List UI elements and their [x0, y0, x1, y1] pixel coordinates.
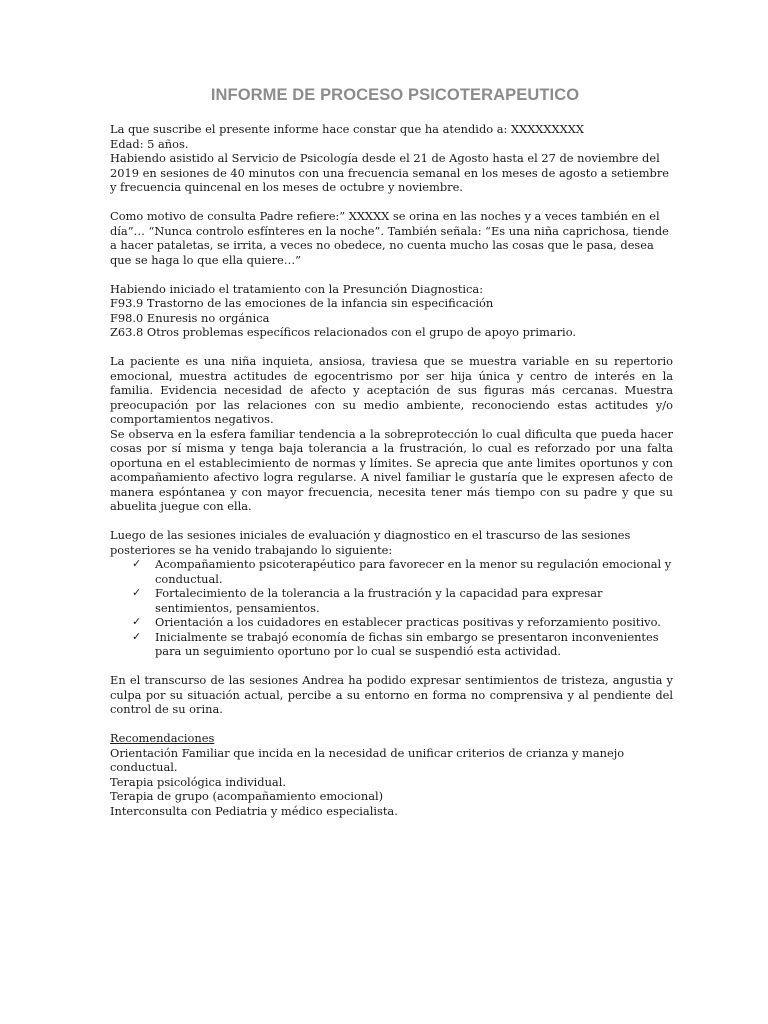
diagnosis-intro: Habiendo iniciado el tratamiento con la Presunción Diagnostica: — [110, 281, 484, 296]
conclusion-paragraph: En el transcurso de las sesiones Andrea ha podido expresar sentimientos de tristeza, angustia y culpa por su situación actual, percibe a su entorno en forma no comprensiva y al pendiente del control de su orina. — [110, 673, 673, 716]
checklist-item-text: Orientación a los cuidadores en establecer practicas positivas y reforzamiento positivo. — [155, 615, 661, 629]
check-icon: ✓ — [132, 629, 142, 643]
observation-paragraph: La paciente es una niña inquieta, ansiosa, traviesa que se muestra variable en su repertorio emocional, muestra actitudes de egocentrismo por ser hija única y centro de interés en la familia. Evidencia necesidad de afecto y aceptación de sus figuras más cercanas. Muestra preocupación por las relaciones con su medio ambiente, reconociendo estas actitudes y/o comportamientos negativos. — [110, 354, 673, 426]
checklist-item-text: Acompañamiento psicoterapéutico para favorecer en la menor su regulación emocional y conductual. — [155, 557, 672, 586]
recommendation-item: Orientación Familiar que incida en la necesidad de unificar criterios de crianza y manejo conductual. — [110, 745, 625, 774]
checklist-item — [132, 586, 673, 615]
checklist-item-text: Inicialmente se trabajó economía de fichas sin embargo se presentaron inconvenientes para un seguimiento oportuno por lo cual se suspendió esta actividad. — [155, 629, 659, 658]
attendance-paragraph: Habiendo asistido al Servicio de Psicología desde el 21 de Agosto hasta el 27 de noviembre del 2019 en sesiones de 40 minutos con una frecuencia semanal en los meses de agosto a setiembre y frecuencia quincenal en los meses de octubre y noviembre. — [110, 151, 670, 194]
document-body — [110, 122, 673, 818]
sessions-intro: Luego de las sesiones iniciales de evaluación y diagnostico en el trascurso de las sesiones posteriores se ha venido trabajando lo siguiente: — [110, 528, 631, 557]
checklist-item — [132, 630, 673, 659]
recommendation-item: Interconsulta con Pediatria y médico especialista. — [110, 803, 398, 818]
check-icon: ✓ — [132, 557, 142, 570]
checklist-item — [132, 615, 673, 630]
diagnosis-item: Z63.8 Otros problemas específicos relacionados con el grupo de apoyo primario. — [110, 325, 576, 339]
age-line: Edad: 5 años. — [110, 136, 189, 151]
family-observation-paragraph: Se observa en la esfera familiar tendencia a la sobreprotección lo cual dificulta que pueda hacer cosas por sí misma y tenga baja tolerancia a la frustración, lo cual es reforzado por una falta oportuna en el establecimiento de normas y límites. Se aprecia que ante limites oportunos y con acompañamiento afectivo logra regularse. A nivel familiar le gustaría que le expresen afecto de manera espóntanea y con mayor frecuencia, necesita tener más tiempo con su padre y que su abuelita juegue con ella. — [110, 426, 673, 513]
intro-line: La que suscribe el presente informe hace constar que ha atendido a: XXXXXXXXX — [110, 122, 584, 136]
diagnosis-item: F98.0 Enuresis no orgánica — [110, 310, 270, 325]
check-icon: ✓ — [132, 586, 142, 599]
diagnosis-item: F93.9 Trastorno de las emociones de la infancia sin especificación — [110, 296, 494, 310]
checklist-item-text: Fortalecimiento de la tolerancia a la frustración y la capacidad para expresar sentimientos, pensamientos. — [155, 586, 603, 615]
check-icon: ✓ — [132, 615, 142, 628]
sessions-checklist — [110, 557, 673, 659]
recommendations-heading: Recomendaciones — [110, 731, 215, 745]
checklist-item — [132, 557, 673, 586]
consultation-reason: Como motivo de consulta Padre refiere:” XXXXX se orina en las noches y a veces también en el día”… “Nunca controlo esfínteres en la noche”. También señala: “Es una niña caprichosa, tiende a hacer pataletas, se irrita, a veces no obedece, no cuenta mucho las cosas que le pasa, desea que se haga lo que ella quiere…” — [110, 209, 669, 267]
recommendation-item: Terapia de grupo (acompañamiento emocional) — [110, 789, 384, 803]
document-title: INFORME DE PROCESO PSICOTERAPEUTICO — [210, 86, 580, 104]
recommendation-item: Terapia psicológica individual. — [110, 774, 286, 789]
